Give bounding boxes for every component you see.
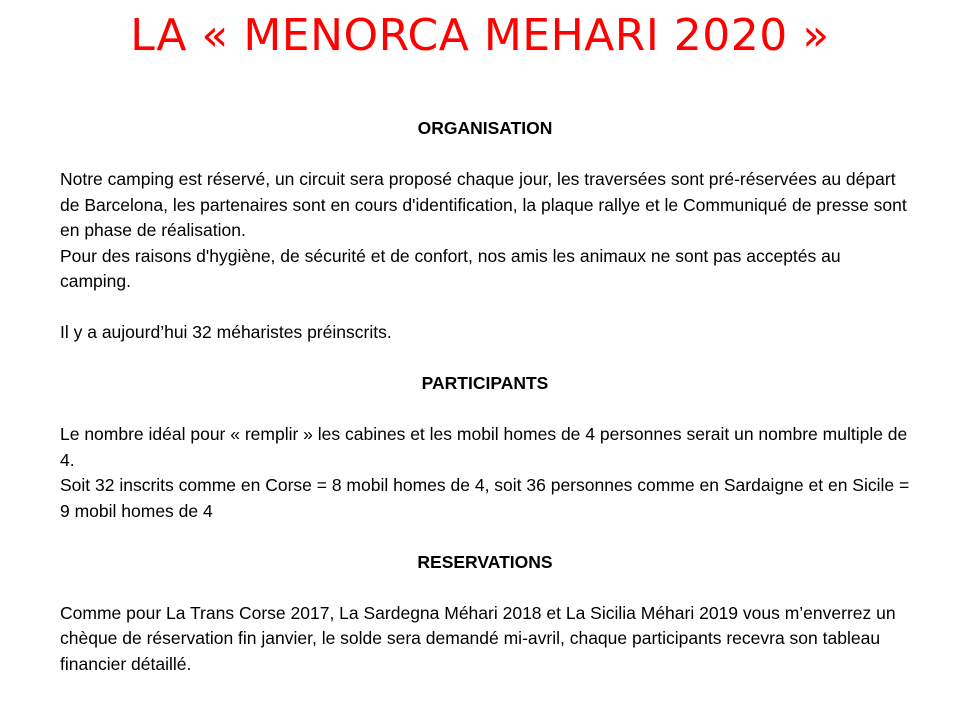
paragraph: Soit 32 inscrits comme en Corse = 8 mobil homes de 4, soit 36 personnes comme en Sardaigne et en Sicile = 9 mobil homes de 4 (60, 475, 910, 521)
paragraph: Il y a aujourd’hui 32 méharistes préinscrits. (60, 322, 392, 342)
spacer (60, 575, 910, 601)
spacer (60, 346, 910, 372)
paragraph: Comme pour La Trans Corse 2017, La Sardegna Méhari 2018 et La Sicilia Méhari 2019 vous m’enverrez un chèque de réservation fin janvier, le solde sera demandé mi-avril, chaque participants recevra son tableau financier détaillé. (60, 602, 896, 674)
document-body (60, 116, 910, 677)
paragraph: Notre camping est réservé, un circuit sera proposé chaque jour, les traversées sont pré-réservées au départ de Barcelona, les partenaires sont en cours d'identification, la plaque rallye et le Communiqué de presse sont en phase de réalisation. (60, 169, 907, 240)
section-heading-reservations: RESERVATIONS (417, 551, 553, 572)
spacer (60, 397, 910, 423)
section-heading-organisation: ORGANISATION (417, 118, 553, 138)
spacer (60, 142, 910, 168)
spacer (60, 524, 910, 550)
paragraph: Pour des raisons d'hygiène, de sécurité et de confort, nos amis les animaux ne sont pas acceptés au camping. (60, 245, 841, 291)
page-title: LA « MENORCA MEHARI 2020 » (130, 10, 830, 61)
paragraph: Le nombre idéal pour « remplir » les cabines et les mobil homes de 4 personnes serait un nombre multiple de 4. (60, 424, 908, 470)
spacer (60, 295, 910, 321)
section-heading-participants: PARTICIPANTS (421, 373, 549, 393)
